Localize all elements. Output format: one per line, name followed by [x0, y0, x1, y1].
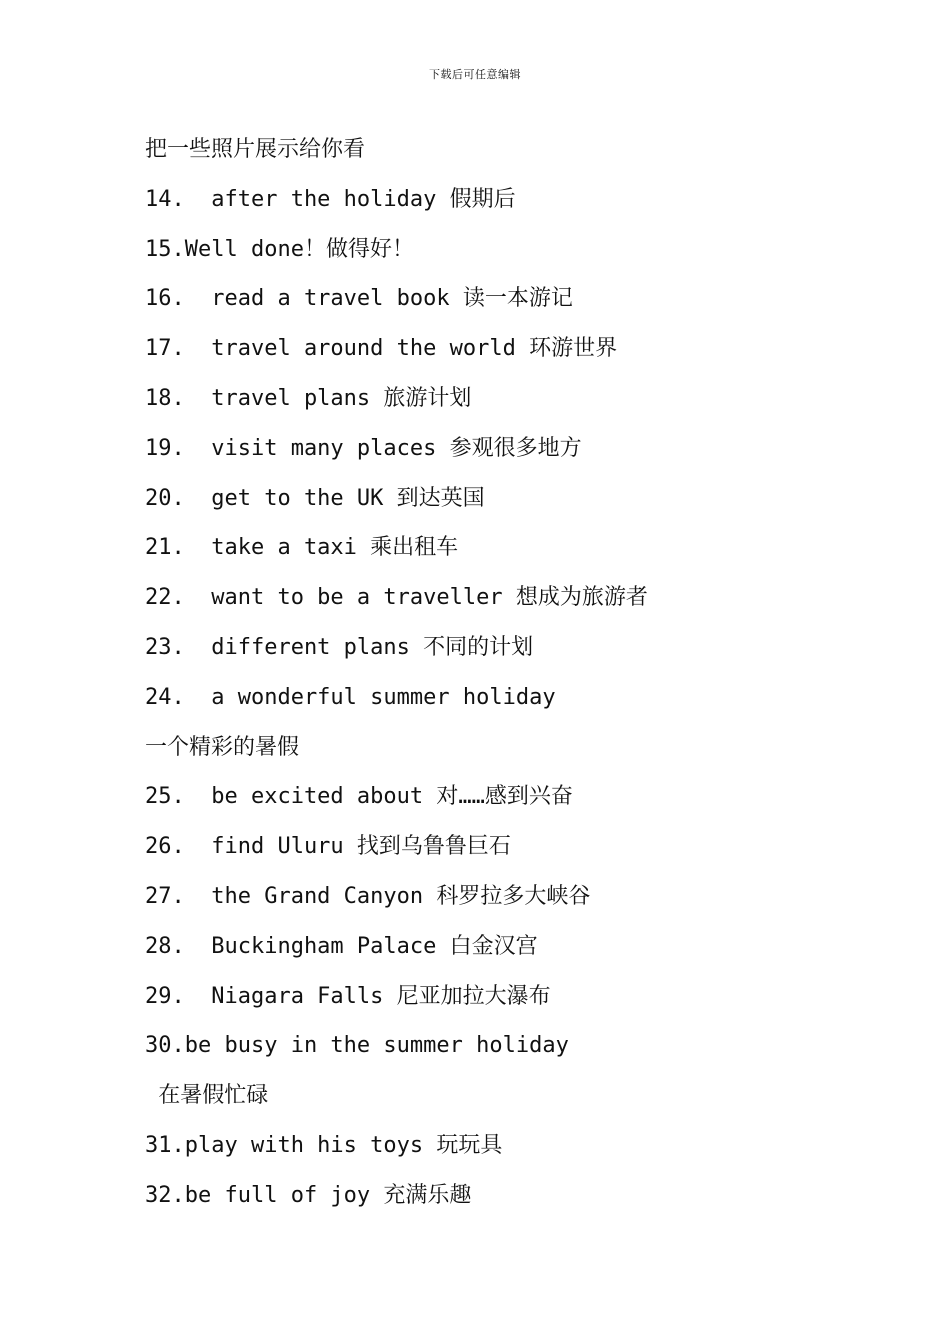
list-line: 一个精彩的暑假: [145, 734, 300, 760]
list-line: 25. be excited about 对……感到兴奋: [145, 784, 573, 810]
list-line: 23. different plans 不同的计划: [145, 634, 534, 660]
list-line: 30.be busy in the summer holiday: [145, 1033, 569, 1059]
list-line: 19. visit many places 参观很多地方: [145, 435, 582, 461]
list-line: 31.play with his toys 玩玩具: [145, 1132, 503, 1158]
list-line: 16. read a travel book 读一本游记: [145, 286, 573, 312]
list-line: 24. a wonderful summer holiday: [145, 684, 556, 710]
list-line: 17. travel around the world 环游世界: [145, 336, 618, 362]
header-note: 下载后可任意编辑: [429, 68, 521, 81]
list-line: 18. travel plans 旅游计划: [145, 385, 472, 411]
list-line: 22. want to be a traveller 想成为旅游者: [145, 585, 648, 611]
list-line: 27. the Grand Canyon 科罗拉多大峡谷: [145, 883, 591, 909]
vocabulary-list: [145, 130, 905, 1226]
list-line: 14. after the holiday 假期后: [145, 186, 516, 212]
list-line: 32.be full of joy 充满乐趣: [145, 1182, 472, 1208]
list-line: 20. get to the UK 到达英国: [145, 485, 485, 511]
list-line: 29. Niagara Falls 尼亚加拉大瀑布: [145, 983, 551, 1009]
list-line: 26. find Uluru 找到乌鲁鲁巨石: [145, 834, 511, 860]
list-line: 把一些照片展示给你看: [145, 137, 366, 162]
list-line: 28. Buckingham Palace 白金汉宫: [145, 933, 538, 959]
list-line: 21. take a taxi 乘出租车: [145, 535, 459, 561]
list-line: 在暑假忙碌: [145, 1083, 269, 1109]
list-line: 15.Well done！做得好！: [145, 236, 414, 262]
